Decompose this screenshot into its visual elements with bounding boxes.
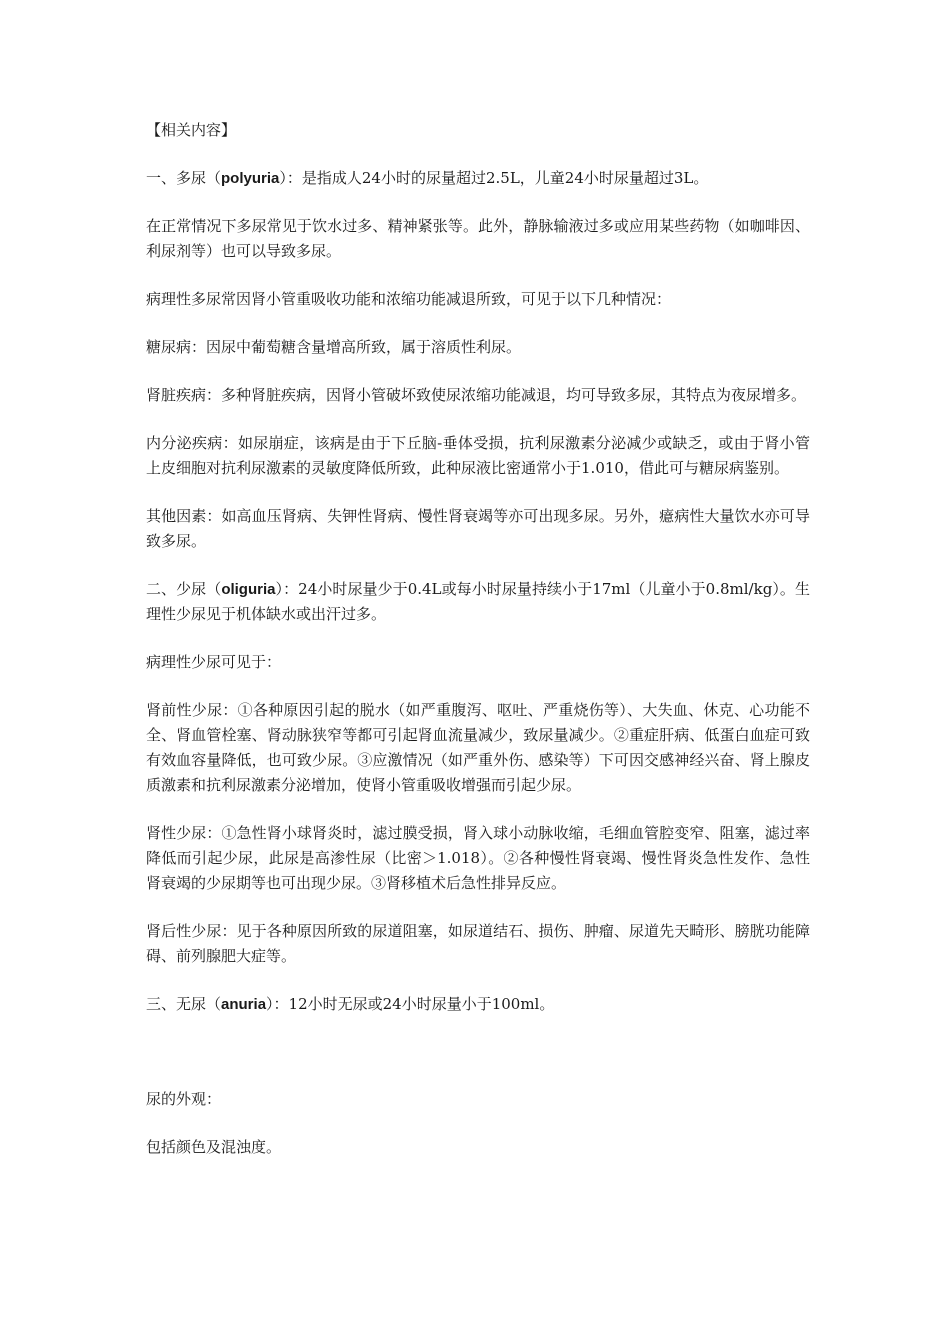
oliguria-term: oliguria	[221, 581, 276, 598]
oliguria-renal: 肾性少尿：①急性肾小球肾炎时，滤过膜受损，肾入球小动脉收缩，毛细血管腔变窄、阻塞，滤过率降低而引起少尿，此尿是高渗性尿（比密＞1.018）。②各种慢性肾衰竭、慢性肾炎急性发作、急性肾衰竭的少尿期等也可出现少尿。③肾移植术后急性排异反应。	[146, 824, 810, 892]
polyuria-heading: 一、多尿（polyuria）：是指成人24小时的尿量超过2.5L，儿童24小时尿量超过3L。	[146, 169, 709, 187]
section-title: 【相关内容】	[146, 121, 237, 139]
polyuria-physiological: 在正常情况下多尿常见于饮水过多、精神紧张等。此外，静脉输液过多或应用某些药物（如咖啡因、利尿剂等）也可以导致多尿。	[146, 217, 810, 260]
oliguria-prerenal: 肾前性少尿：①各种原因引起的脱水（如严重腹泻、呕吐、严重烧伤等）、大失血、休克、心功能不全、肾血管栓塞、肾动脉狭窄等都可引起肾血流量减少，致尿量减少。②重症肝病、低蛋白血症可致有效血容量降低，也可致少尿。③应激情况（如严重外伤、感染等）下可因交感神经兴奋、肾上腺皮质激素和抗利尿激素分泌增加，使肾小管重吸收增强而引起少尿。	[146, 701, 810, 794]
oliguria-postrenal: 肾后性少尿：见于各种原因所致的尿道阻塞，如尿道结石、损伤、肿瘤、尿道先天畸形、膀胱功能障碍、前列腺肥大症等。	[146, 922, 810, 965]
anuria-heading: 三、无尿（anuria）：12小时无尿或24小时尿量小于100ml。	[146, 995, 555, 1013]
polyuria-kidney-disease: 肾脏疾病：多种肾脏疾病，因肾小管破坏致使尿浓缩功能减退，均可导致多尿，其特点为夜尿增多。	[146, 386, 807, 404]
oliguria-pathological-intro: 病理性少尿可见于：	[146, 653, 282, 671]
polyuria-endocrine-disease: 内分泌疾病：如尿崩症，该病是由于下丘脑-垂体受损，抗利尿激素分泌减少或缺乏，或由于肾小管上皮细胞对抗利尿激素的灵敏度降低所致，此种尿液比密通常小于1.010，借此可与糖尿病鉴别。	[146, 434, 810, 477]
polyuria-term: polyuria	[221, 170, 280, 187]
polyuria-diabetes: 糖尿病：因尿中葡萄糖含量增高所致，属于溶质性利尿。	[146, 338, 522, 356]
appearance-content: 包括颜色及混浊度。	[146, 1138, 282, 1156]
oliguria-heading: 二、少尿（oliguria）：24小时尿量少于0.4L或每小时尿量持续小于17ml（儿童小于0.8ml/kg）。生理性少尿见于机体缺水或出汗过多。	[146, 580, 810, 623]
polyuria-other-factors: 其他因素：如高血压肾病、失钾性肾病、慢性肾衰竭等亦可出现多尿。另外，癔病性大量饮水亦可导致多尿。	[146, 507, 810, 550]
anuria-term: anuria	[221, 996, 267, 1013]
polyuria-pathological-intro: 病理性多尿常因肾小管重吸收功能和浓缩功能减退所致，可见于以下几种情况：	[146, 290, 672, 308]
document-body	[146, 118, 810, 1183]
appearance-title: 尿的外观：	[146, 1090, 222, 1108]
